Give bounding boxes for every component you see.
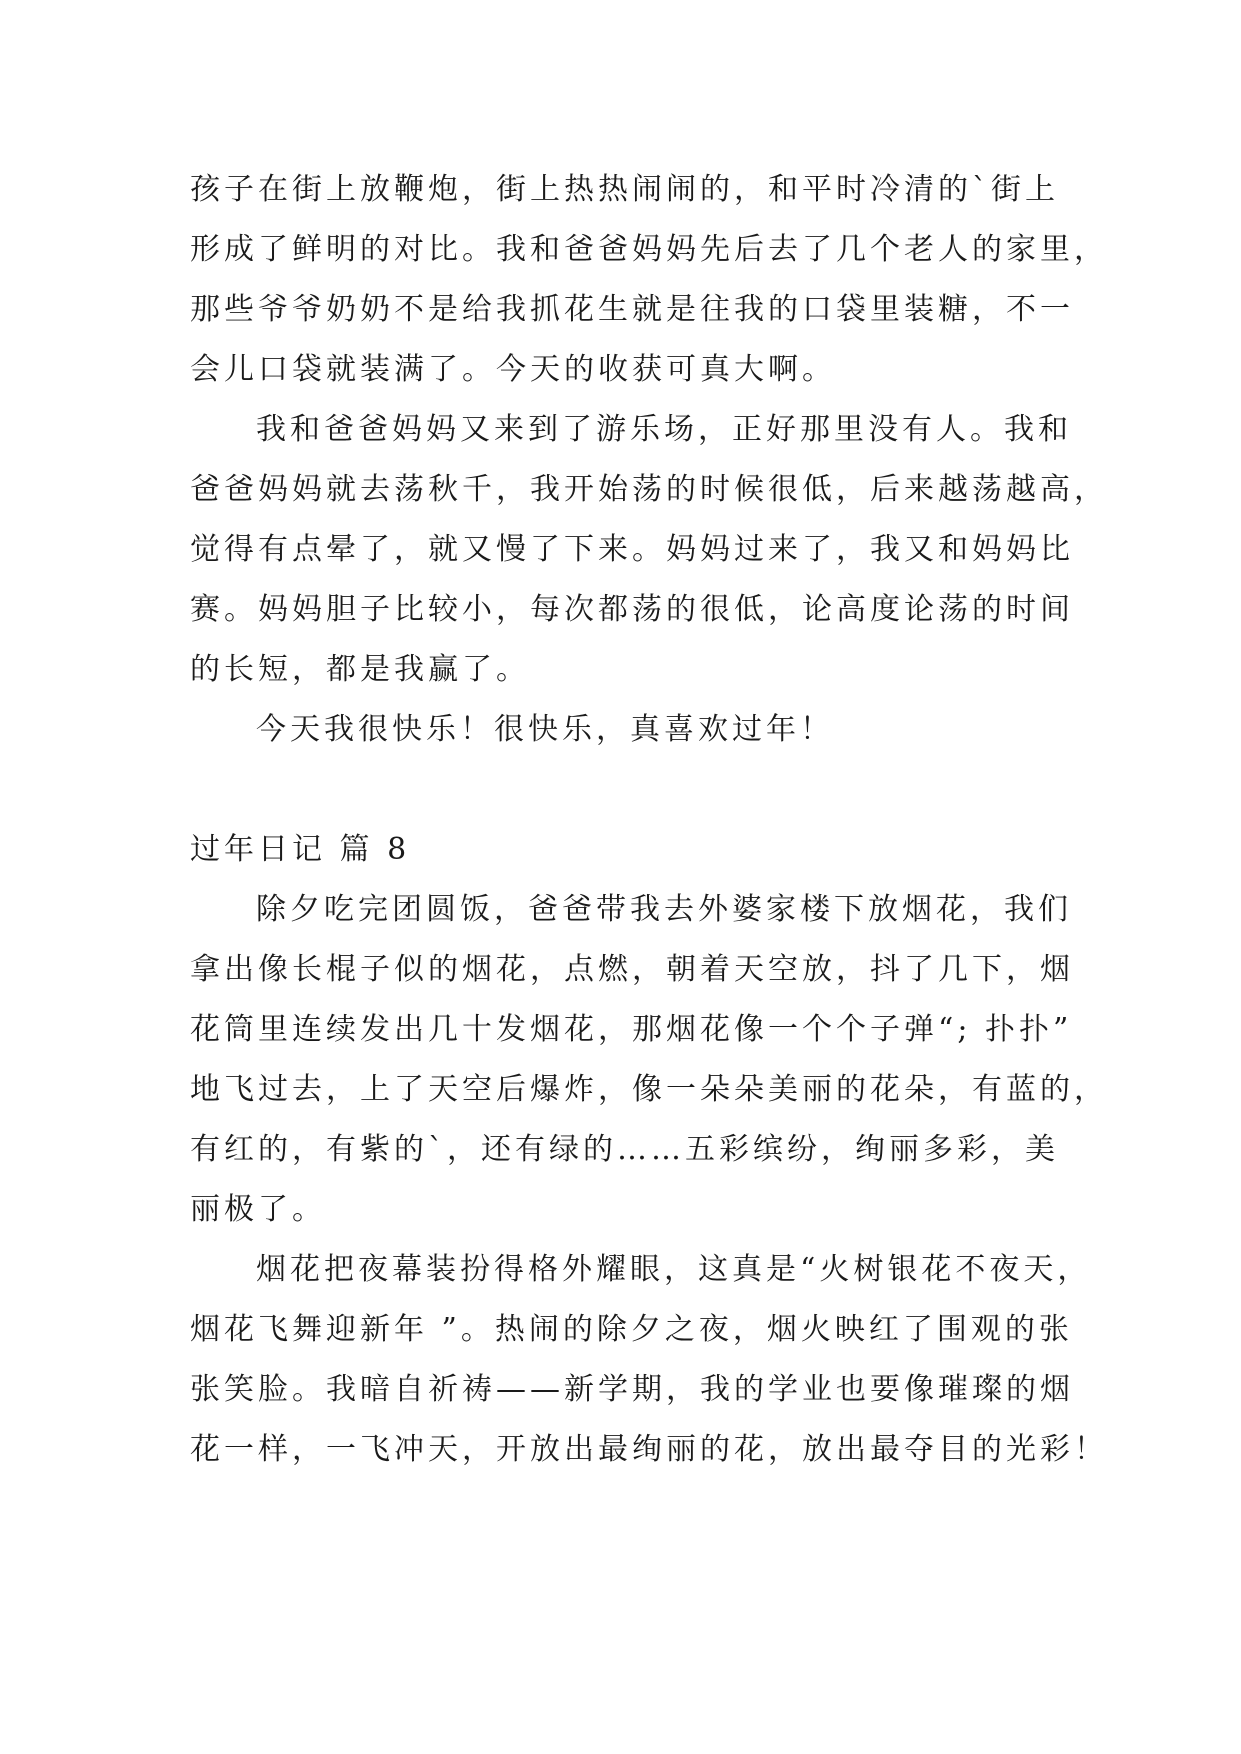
text-line: 烟花飞舞迎新年 ”。热闹的除夕之夜，烟火映红了围观的张 — [190, 1312, 1073, 1347]
text-line: 花筒里连续发出几十发烟花，那烟花像一个个子弹“; 扑扑” — [190, 1012, 1073, 1047]
paragraph — [190, 160, 1108, 400]
section-heading: 过年日记 篇 8 — [190, 832, 411, 867]
paragraph — [190, 400, 1108, 700]
paragraph — [190, 700, 1070, 760]
text-line: 除夕吃完团圆饭，爸爸带我去外婆家楼下放烟花，我们 — [256, 892, 1072, 927]
section-spacer — [190, 760, 1070, 820]
text-line: 觉得有点晕了，就又慢了下来。妈妈过来了，我又和妈妈比 — [190, 532, 1074, 567]
text-line: 花一样，一飞冲天，开放出最绚丽的花，放出最夺目的光彩！ — [190, 1432, 1108, 1467]
text-line: 地飞过去，上了天空后爆炸，像一朵朵美丽的花朵，有蓝的， — [190, 1072, 1108, 1107]
text-line: 今天我很快乐！很快乐，真喜欢过年！ — [256, 712, 834, 747]
paragraph — [190, 1240, 1108, 1480]
text-line: 拿出像长棍子似的烟花，点燃，朝着天空放，抖了几下，烟 — [190, 952, 1074, 987]
text-line: 有红的，有紫的`，还有绿的……五彩缤纷，绚丽多彩，美 — [190, 1132, 1059, 1167]
text-line: 爸爸妈妈就去荡秋千，我开始荡的时候很低，后来越荡越高， — [190, 472, 1108, 507]
text-line: 的长短，都是我赢了。 — [190, 652, 530, 687]
text-line: 丽极了。 — [190, 1192, 326, 1227]
text-line: 我和爸爸妈妈又来到了游乐场，正好那里没有人。我和 — [256, 412, 1072, 447]
text-line: 会儿口袋就装满了。今天的收获可真大啊。 — [190, 352, 836, 387]
paragraph — [190, 880, 1108, 1240]
text-line: 烟花把夜幕装扮得格外耀眼，这真是“火树银花不夜天， — [256, 1252, 1092, 1287]
text-line: 孩子在街上放鞭炮，街上热热闹闹的，和平时冷清的`街上 — [190, 172, 1059, 207]
text-line: 那些爷爷奶奶不是给我抓花生就是往我的口袋里装糖，不一 — [190, 292, 1074, 327]
text-line: 张笑脸。我暗自祈祷——新学期，我的学业也要像璀璨的烟 — [190, 1372, 1074, 1407]
text-line: 形成了鲜明的对比。我和爸爸妈妈先后去了几个老人的家里， — [190, 232, 1108, 267]
document-page — [190, 160, 1108, 1480]
text-line: 赛。妈妈胆子比较小，每次都荡的很低，论高度论荡的时间 — [190, 592, 1074, 627]
